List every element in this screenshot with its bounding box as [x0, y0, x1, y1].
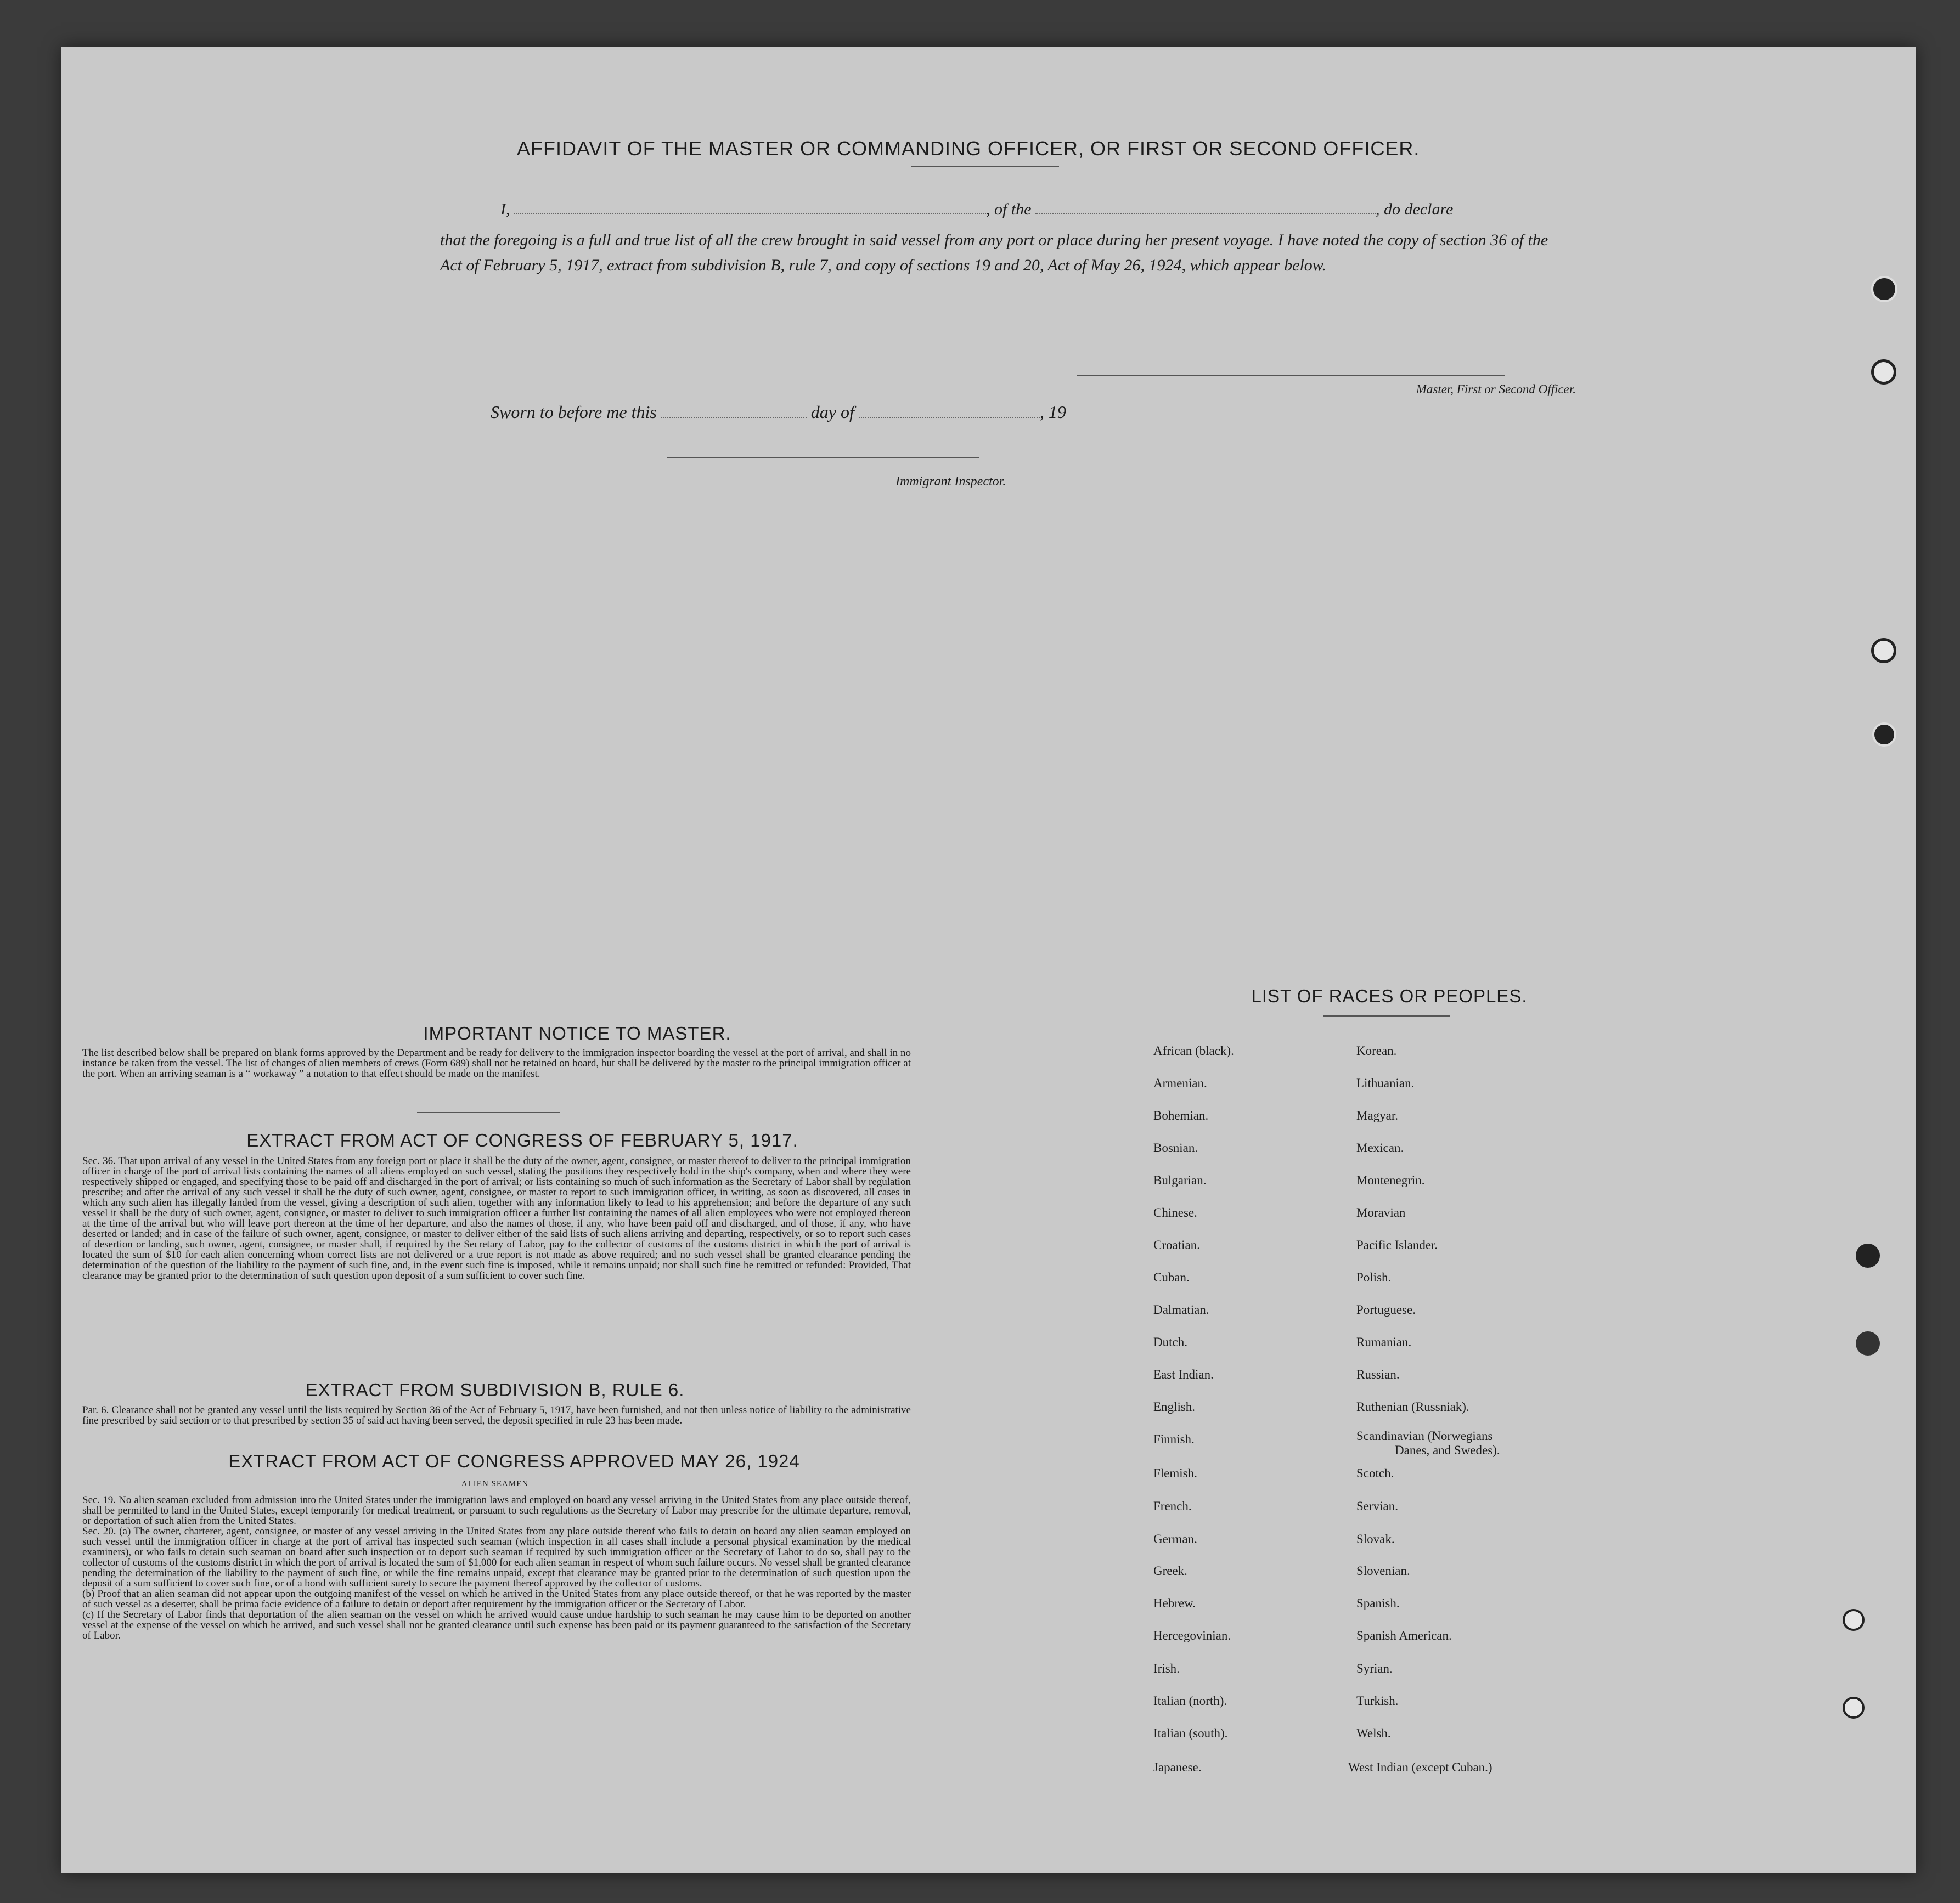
punch-hole-icon — [1871, 359, 1896, 385]
sworn-year: , 19 — [1039, 402, 1066, 422]
officer-signature-line — [1077, 375, 1505, 376]
races-heading: LIST OF RACES OR PEOPLES. — [1251, 986, 1528, 1006]
officer-signature-caption: Master, First or Second Officer. — [1416, 382, 1576, 396]
vessel-name-blank — [1035, 213, 1376, 214]
inspector-caption: Immigrant Inspector. — [895, 475, 1006, 489]
race-left-item: French. — [1153, 1499, 1192, 1513]
extract-feb-1917-heading: EXTRACT FROM ACT OF CONGRESS OF FEBRUARY 5, 1917. — [246, 1130, 798, 1150]
race-right-item: Pacific Islander. — [1356, 1238, 1438, 1252]
race-right-item: Scotch. — [1356, 1466, 1394, 1480]
sworn-month-blank — [859, 417, 1040, 418]
affidavit-i: I, — [500, 200, 510, 218]
punch-hole-icon — [1871, 638, 1896, 663]
race-right-item: Moravian — [1356, 1206, 1406, 1219]
race-left-item: German. — [1153, 1532, 1197, 1546]
notice-heading: IMPORTANT NOTICE TO MASTER. — [423, 1023, 731, 1043]
race-right-item: Syrian. — [1356, 1662, 1393, 1675]
race-right-item: West Indian (except Cuban.) — [1348, 1760, 1492, 1774]
sworn-day-blank — [661, 417, 807, 418]
punch-hole-icon — [1871, 276, 1897, 302]
race-left-item: Bulgarian. — [1153, 1173, 1207, 1187]
race-left-item: Chinese. — [1153, 1206, 1197, 1219]
race-right-item: Portuguese. — [1356, 1303, 1416, 1317]
sec-19-text: Sec. 19. No alien seaman excluded from admission into the United States under the immigration laws and employed on board any vessel arriving in the United States from any place outside thereof, shall be permitted to land in the United States, except temporarily for medical treatment, or pursuant to such regulations as the Secretary of Labor may prescribe for the ultimate departure, removal, or deportation of such alien from the United States. — [82, 1494, 911, 1527]
race-right-item: Lithuanian. — [1356, 1076, 1415, 1090]
race-right-item: Slovenian. — [1356, 1564, 1410, 1578]
affidavit-declare: , do declare — [1376, 200, 1454, 218]
race-left-item: Italian (north). — [1153, 1694, 1227, 1708]
races-divider — [1323, 1015, 1450, 1017]
sec-20b-text: (b) Proof that an alien seaman did not appear upon the outgoing manifest of the vessel on which he arrived in the United States from any place outside thereof, or that he was reported by the master of such vessel as a deserter, shall be prima facie evidence of a failure to detain or deport after requirement by the immigration officer or the Secretary of Labor. — [82, 1588, 911, 1610]
race-left-item: Hercegovinian. — [1153, 1629, 1231, 1642]
affidavit-body: that the foregoing is a full and true list of all the crew brought in said vessel from any port or place during her present voyage. I have noted the copy of section 36 of the Act of February 5, 1917, extract from subdivision B, rule 7, and copy of sections 19 and 20, Act of May 26, 1924, which appear below. — [440, 231, 1548, 274]
inspector-signature-line — [667, 457, 979, 458]
race-left-item: East Indian. — [1153, 1368, 1214, 1381]
punch-hole-icon — [1843, 1697, 1865, 1719]
race-right-item: Magyar. — [1356, 1109, 1399, 1122]
sworn-day-of: day of — [810, 402, 854, 422]
race-right-item: Turkish. — [1356, 1694, 1399, 1708]
race-left-item: Armenian. — [1153, 1076, 1207, 1090]
race-left-item: Greek. — [1153, 1564, 1187, 1578]
sworn-statement — [491, 402, 1204, 422]
race-left-item: Italian (south). — [1153, 1726, 1228, 1740]
alien-seamen-subheading: ALIEN SEAMEN — [461, 1480, 529, 1488]
notice-divider — [417, 1112, 560, 1113]
race-left-item: African (black). — [1153, 1044, 1234, 1058]
race-right-item: Spanish. — [1356, 1596, 1400, 1610]
race-right-item: Montenegrin. — [1356, 1173, 1425, 1187]
extract-feb-1917-text: Sec. 36. That upon arrival of any vessel in the United States from any foreign port or place it shall be the duty of the owner, agent, consignee, or master thereof to deliver to the principal immigration officer in charge of the port of arrival lists containing the names of all aliens employed on such vessel, stating the positions they respectively hold in the ship's company, when and where they were respectively shipped or engaged, and specifying those to be paid off and discharged in the port of arrival; or lists containing so much of such information as the Secretary of Labor shall by regulation prescribe; and after the arrival of any such vessel it shall be the duty of such owner, agent, consignee, or master to report to such immigration officer, in writing, as soon as discovered, all cases in which any such alien has illegally landed from the vessel, giving a description of such alien, together with any information likely to lead to his apprehension; and before the departure of any such vessel it shall be the duty of such owner, agent, consignee, or master to deliver to such immigration officer a further list containing the names of all alien employees who were not employed thereon at the time of the arrival but who will leave port thereon at the time of her departure, and also the names of those, if any, who have been paid off and discharged, and of those, if any, who have deserted or landed; and in case of the failure of such owner, agent, consignee, or master to deliver either of the said lists of such aliens arriving and departing, respectively, or so to report such cases of desertion or landing, such owner, agent, consignee, or master shall, if required by the Secretary of Labor, pay to the collector of customs of the customs district in which the port of arrival is located the sum of $10 for each alien concerning whom correct lists are not delivered or a true report is not made as above required; and no such vessel shall be granted clearance pending the determination of the question of the liability to the payment of such fine, and, in the event such fine is imposed, while it remains unpaid; nor shall such fine be remitted or refunded: Provided, That clearance may be granted prior to the determination of such question upon deposit of a sum sufficient to cover such fine. — [82, 1155, 911, 1281]
race-right-item: Mexican. — [1356, 1141, 1404, 1155]
punch-hole-icon — [1843, 1609, 1865, 1631]
race-right-item: Servian. — [1356, 1499, 1399, 1513]
race-right-item: Danes, and Swedes). — [1395, 1443, 1500, 1457]
race-left-item: English. — [1153, 1400, 1196, 1414]
race-right-item: Korean. — [1356, 1044, 1397, 1058]
title-underline — [911, 166, 1059, 167]
race-right-item: Ruthenian (Russniak). — [1356, 1400, 1469, 1414]
race-left-item: Irish. — [1153, 1662, 1180, 1675]
race-right-item: Rumanian. — [1356, 1335, 1412, 1349]
race-left-item: Hebrew. — [1153, 1596, 1196, 1610]
punch-hole-icon — [1856, 1244, 1880, 1268]
document-page — [61, 47, 1916, 1873]
race-right-item: Slovak. — [1356, 1532, 1395, 1546]
extract-may-1924-text — [82, 1495, 911, 1641]
race-left-item: Cuban. — [1153, 1270, 1190, 1284]
race-right-item: Spanish American. — [1356, 1629, 1452, 1642]
notice-text: The list described below shall be prepared on blank forms approved by the Department and be ready for delivery to the immigration inspector boarding the vessel at the port of arrival, and shall in no instance be taken from the vessel. The list of changes of alien members of crews (Form 689) shall not be retained on board, but shall be delivered by the master to the principal immigration officer at the port. When an arriving seaman is a “ workaway ” a notation to that effect should be made on the manifest. — [82, 1047, 911, 1080]
officer-name-blank — [514, 213, 986, 214]
race-right-item: Welsh. — [1356, 1726, 1391, 1740]
race-left-item: Flemish. — [1153, 1466, 1197, 1480]
sec-20c-text: (c) If the Secretary of Labor finds that deportation of the alien seaman on the vessel on which he arrived would cause undue hardship to such seaman he may cause him to be deported on another vessel at the expense of the vessel on which he arrived, and such vessel shall not be granted clearance until such expense has been paid or its payment guaranteed to the satisfaction of the Secretary of Labor. — [82, 1609, 911, 1641]
extract-subdivision-b-text: Par. 6. Clearance shall not be granted any vessel until the lists required by Section 36 of the Act of February 5, 1917, have been furnished, and not then unless notice of liability to the administrative fine prescribed by said section or to that prescribed by section 35 of said act having been served, the deposit specified in rule 23 has been made. — [82, 1404, 911, 1426]
race-left-item: Finnish. — [1153, 1432, 1195, 1446]
extract-subdivision-b-heading: EXTRACT FROM SUBDIVISION B, RULE 6. — [305, 1380, 685, 1400]
sec-20a-text: Sec. 20. (a) The owner, charterer, agent, consignee, or master of any vessel arriving in the United States from any place outside thereof who fails to detain on board any alien seaman employed on such vessel until the immigration officer in charge at the port of arrival has inspected such seaman (which inspection in all cases shall include a personal physical examination by the medical examiners), or who fails to detain such seaman on board after such inspection or to deport such seaman if required by such immigration officer or the Secretary of Labor to do so, shall pay to the collector of customs of the customs district in which the port of arrival is located the sum of $1,000 for each alien seaman in respect of whom such failure occurs. No vessel shall be granted clearance pending the determination of the liability to the payment of such fine, or while the fine remains unpaid, except that clearance may be granted prior to the determination of such question upon the deposit of a sum sufficient to cover such fine, or of a bond with sufficient surety to secure the payment thereof approved by the collector of customs. — [82, 1526, 911, 1589]
race-right-item: Russian. — [1356, 1368, 1400, 1381]
affidavit-title: AFFIDAVIT OF THE MASTER OR COMMANDING OFFICER, OR FIRST OR SECOND OFFICER. — [517, 137, 1420, 160]
race-left-item: Dutch. — [1153, 1335, 1187, 1349]
race-left-item: Dalmatian. — [1153, 1303, 1209, 1317]
race-left-item: Japanese. — [1153, 1760, 1202, 1774]
punch-hole-icon — [1856, 1331, 1880, 1356]
affidavit-declaration-line — [500, 200, 1570, 219]
sworn-prefix: Sworn to before me this — [491, 402, 657, 422]
race-left-item: Croatian. — [1153, 1238, 1200, 1252]
race-right-item: Scandinavian (Norwegians — [1356, 1429, 1493, 1443]
affidavit-of-the: , of the — [986, 200, 1032, 218]
race-left-item: Bosnian. — [1153, 1141, 1198, 1155]
race-right-item: Polish. — [1356, 1270, 1392, 1284]
extract-may-1924-heading: EXTRACT FROM ACT OF CONGRESS APPROVED MAY 26, 1924 — [228, 1451, 800, 1471]
race-left-item: Bohemian. — [1153, 1109, 1209, 1122]
punch-hole-icon — [1872, 722, 1896, 747]
